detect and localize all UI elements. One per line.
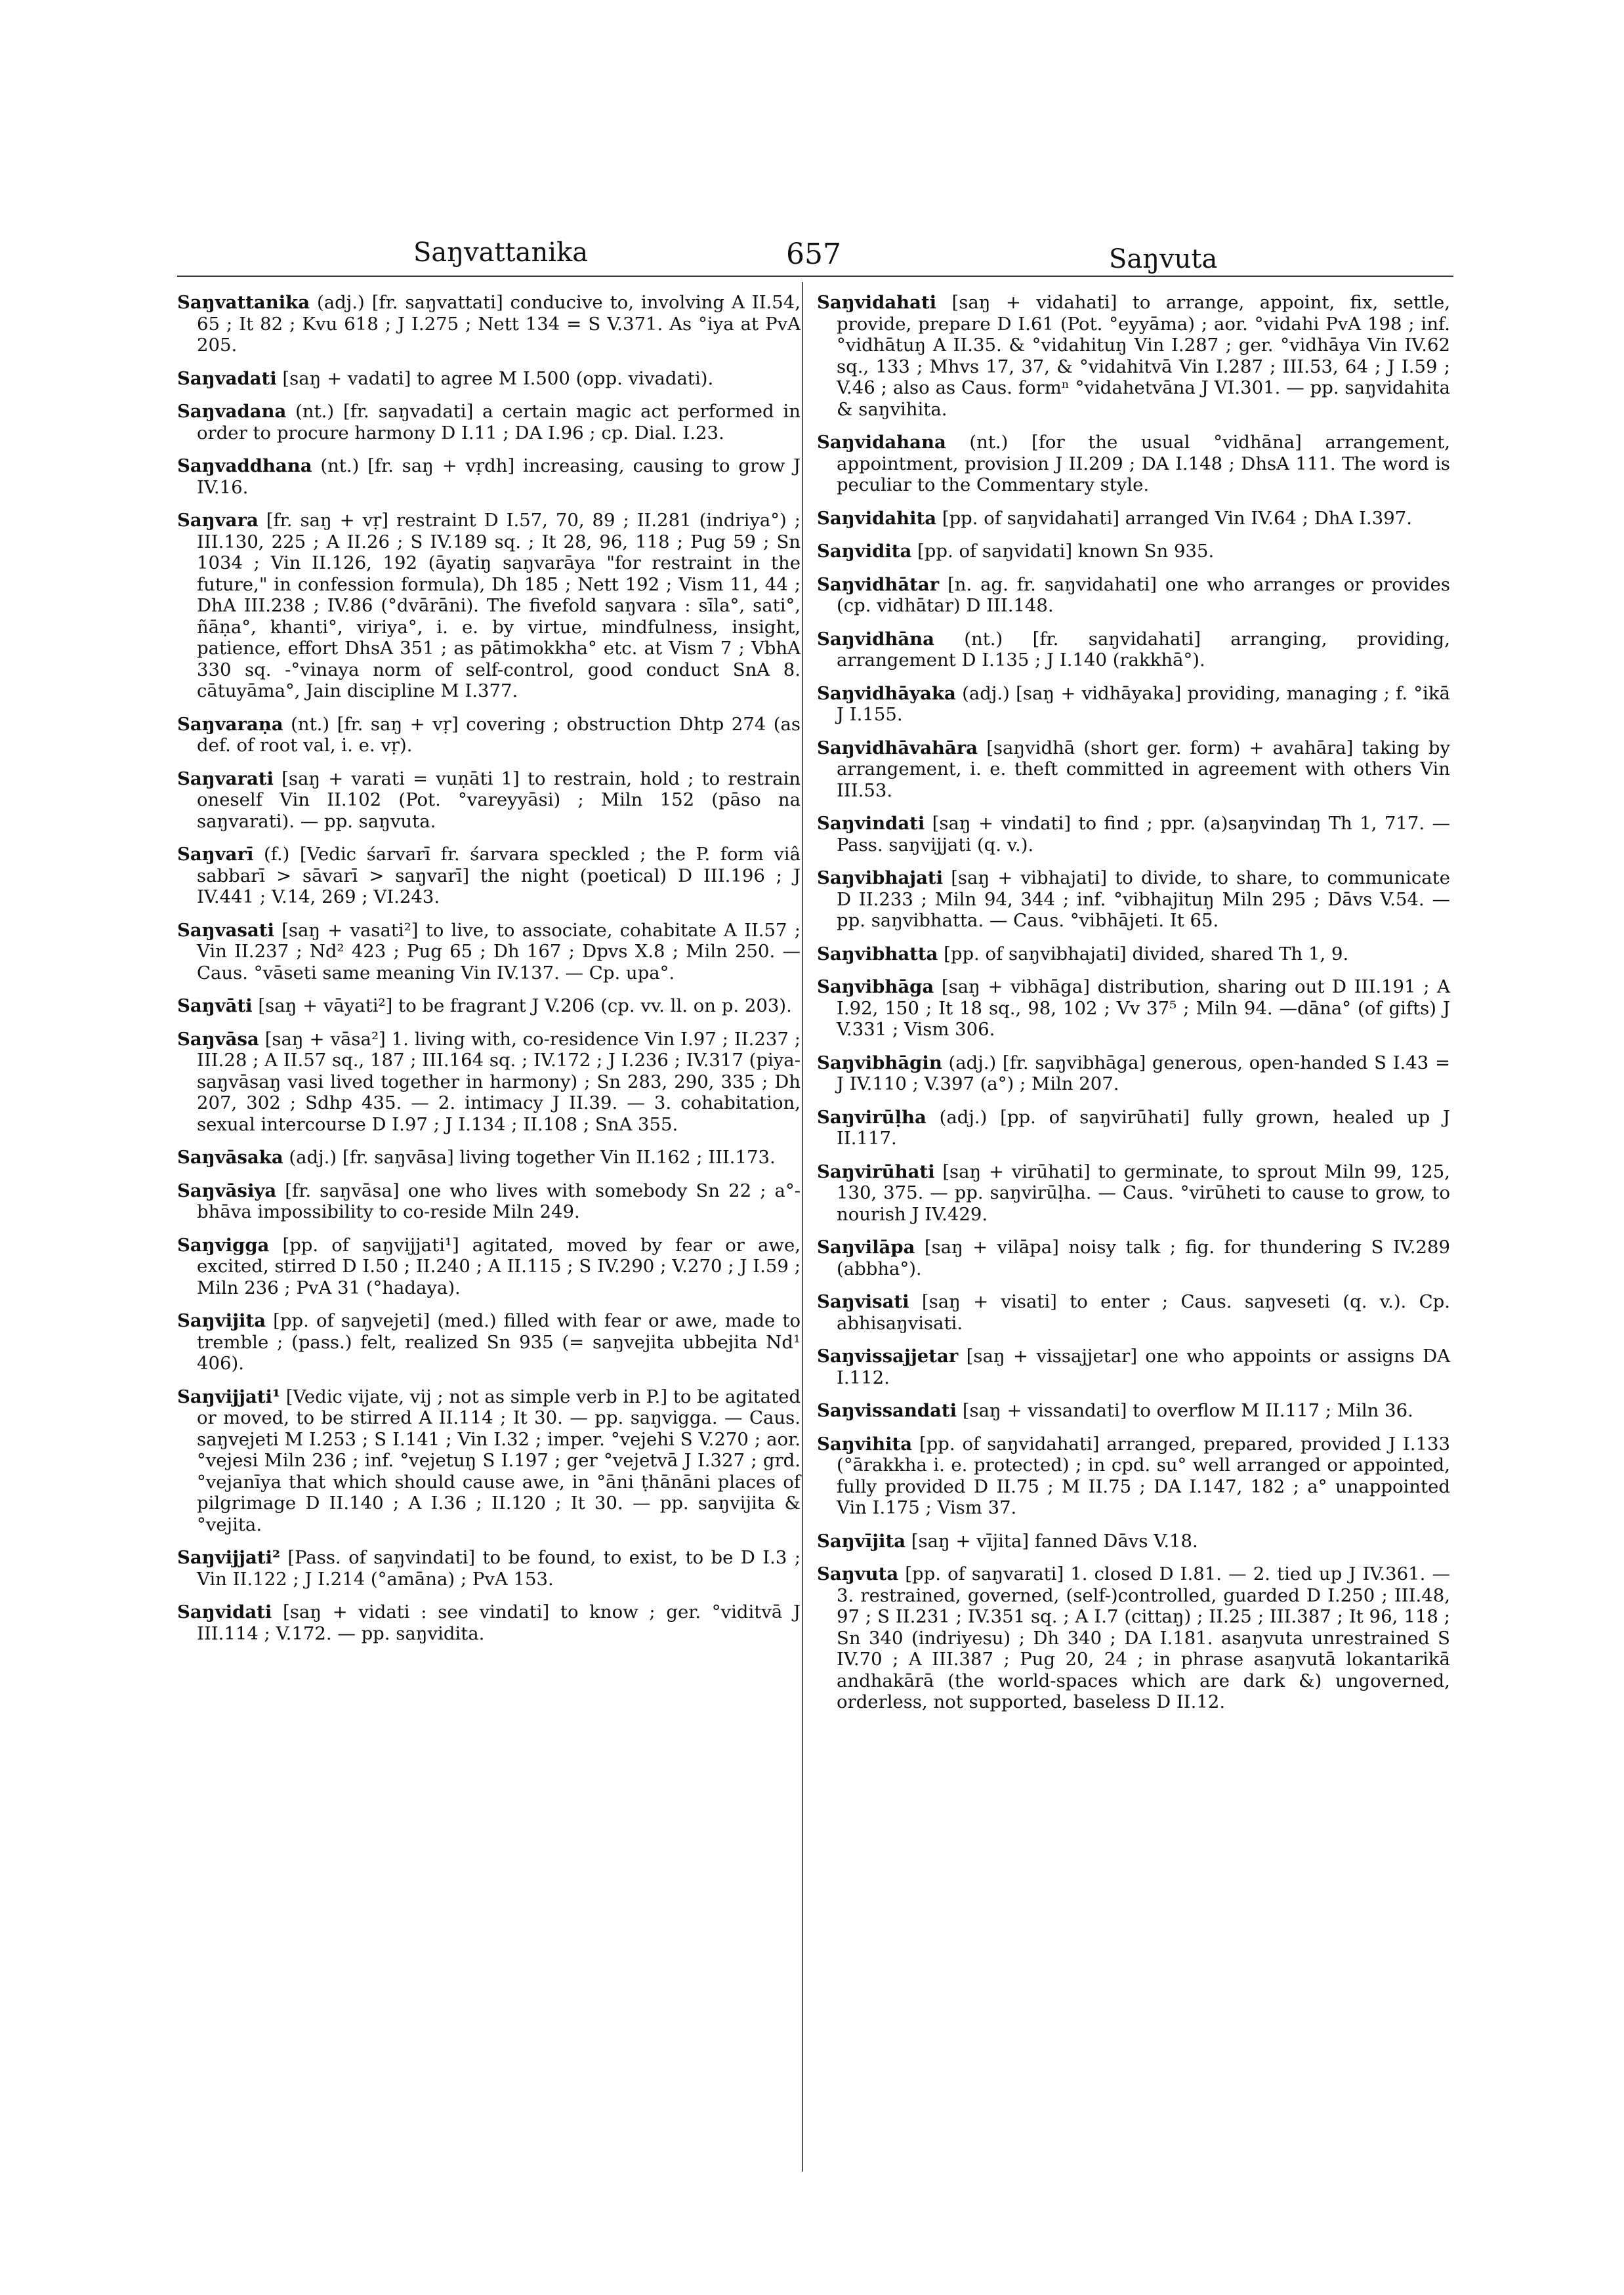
dictionary-entry <box>817 541 1450 562</box>
definition: [saŋ + vāsa²] 1. living with, co-residence Vin I.97 ; II.237 ; III.28 ; A II.57 sq., 187 ; III.164 sq. ; IV.172 ; J I.236 ; IV.317 (piya-saŋvāsaŋ vasi lived together in harmony) ; Sn 283, 290, 335 ; Dh 207, 302 ; Sdhp 435. — 2. intimacy J II.39. — 3. cohabitation, sexual intercourse D I.97 ; J I.134 ; II.108 ; SnA 355. <box>197 1028 801 1135</box>
headword: Saŋvirūḷha <box>817 1106 927 1128</box>
dictionary-entry <box>817 1531 1450 1552</box>
dictionary-entry <box>177 1547 801 1590</box>
definition: [Vedic vijate, vij ; not as simple verb in P.] to be agitated or moved, to be stirred A II.114 ; It 30. — pp. saŋvigga. — Caus. saŋvejeti M I.253 ; S I.141 ; Vin I.32 ; imper. °vejehi S V.270 ; aor. °vejesi Miln 236 ; inf. °vejetuŋ S I.197 ; ger °vejetvā J I.327 ; grd. °vejanīya that which should cause awe, in °āni ṭhānāni places of pilgrimage D II.140 ; A I.36 ; II.120 ; It 30. — pp. saŋvijita & °vejita. <box>197 1386 801 1535</box>
left-column <box>177 292 801 1656</box>
dictionary-entry <box>817 737 1450 802</box>
headword: Saŋvadati <box>177 367 277 389</box>
headword: Saŋvidahati <box>817 292 937 313</box>
headword: Saŋvindati <box>817 813 925 834</box>
headword: Saŋvisati <box>817 1291 909 1312</box>
definition: [saŋ + vasati²] to live, to associate, cohabitate A II.57 ; Vin II.237 ; Nd² 423 ; Pug 65 ; Dh 167 ; Dpvs X.8 ; Miln 250. — Caus. °vāseti same meaning Vin IV.137. — Cp. upa°. <box>197 919 801 983</box>
dictionary-entry <box>817 1563 1450 1713</box>
definition: (adj.) [fr. saŋvibhāga] generous, open-handed S I.43 = J IV.110 ; V.397 (a°) ; Miln 207. <box>837 1052 1450 1094</box>
headword: Saŋvījita <box>817 1530 906 1552</box>
dictionary-entry <box>177 1029 801 1136</box>
definition: (nt.) [for the usual °vidhāna] arrangement, appointment, provision J II.209 ; DA I.148 ; DhsA 111. The word is peculiar to the Commentary style. <box>837 432 1450 495</box>
dictionary-entry <box>177 1235 801 1299</box>
dictionary-entry <box>817 1237 1450 1279</box>
headword: Saŋvissandati <box>817 1400 957 1421</box>
definition: (adj.) [fr. saŋvāsa] living together Vin II.162 ; III.173. <box>283 1147 776 1168</box>
definition: [pp. of saŋvejeti] (med.) filled with fear or awe, made to tremble ; (pass.) felt, realized Sn 935 (= saŋvejita ubbejita Nd¹ 406). <box>197 1310 801 1374</box>
headword: Saŋvilāpa <box>817 1237 915 1258</box>
definition: [saŋ + varati = vuṇāti 1] to restrain, hold ; to restrain oneself Vin II.102 (Pot. °vareyyāsi) ; Miln 152 (pāso na saŋvarati). — pp. saŋvuta. <box>197 768 801 832</box>
definition: (adj.) [pp. of saŋvirūhati] fully grown, healed up J II.117. <box>837 1106 1450 1149</box>
headword: Saŋvibhāga <box>817 976 934 997</box>
headword: Saŋvāti <box>177 995 253 1016</box>
definition: (adj.) [fr. saŋvattati] conducive to, involving A II.54, 65 ; It 82 ; Kvu 618 ; J I.275 ; Nett 134 = S V.371. As °iya at PvA 205. <box>197 292 801 356</box>
dictionary-entry <box>177 368 801 390</box>
headword: Saŋvidhāyaka <box>817 682 956 704</box>
headword: Saŋvidati <box>177 1602 272 1623</box>
definition: [saŋ + vibhajati] to divide, to share, to communicate D II.233 ; Miln 94, 344 ; inf. °vibhajituŋ Miln 295 ; Dāvs V.54. — pp. saŋvibhatta. — Caus. °vibhājeti. It 65. <box>837 867 1450 931</box>
definition: [saŋ + vibhāga] distribution, sharing out D III.191 ; A I.92, 150 ; It 18 sq., 98, 102 ; Vv 37⁵ ; Miln 94. —dāna° (of gifts) J V.331 ; Vism 306. <box>837 976 1450 1040</box>
page-number: 657 <box>786 238 841 271</box>
headword: Saŋvirūhati <box>817 1161 935 1182</box>
definition: (nt.) [fr. saŋ + vṛdh] increasing, causing to grow J IV.16. <box>197 455 801 498</box>
dictionary-entry <box>177 292 801 356</box>
dictionary-entry <box>177 455 801 498</box>
definition: [pp. of saŋvidati] known Sn 935. <box>911 541 1215 562</box>
dictionary-entry <box>177 920 801 984</box>
dictionary-entry <box>817 1400 1450 1422</box>
headword: Saŋvadana <box>177 401 287 422</box>
definition: [saŋ + vindati] to find ; ppr. (a)saŋvindaŋ Th 1, 717. — Pass. saŋvijjati (q. v.). <box>837 813 1450 856</box>
dictionary-entry <box>817 292 1450 420</box>
dictionary-entry <box>817 1161 1450 1226</box>
definition: [saŋ + virūhati] to germinate, to sprout Miln 99, 125, 130, 375. — pp. saŋvirūḷha. — Caus. °virūheti to cause to grow, to nourish J IV.429. <box>837 1161 1450 1225</box>
dictionary-entry <box>177 768 801 833</box>
definition: [saŋ + vidati : see vindati] to know ; ger. °viditvā J III.114 ; V.172. — pp. saŋvidita. <box>197 1602 801 1644</box>
headword: Saŋvidita <box>817 541 912 562</box>
dictionary-entry <box>817 1291 1450 1334</box>
definition: [pp. of saŋvibhajati] divided, shared Th 1, 9. <box>938 943 1349 964</box>
left-running-head: Saŋvattanika <box>413 238 589 268</box>
definition: [fr. saŋvāsa] one who lives with somebody Sn 22 ; a°-bhāva impossibility to co-reside Miln 249. <box>197 1180 801 1222</box>
definition: [saŋ + vissajjetar] one who appoints or assigns DA I.112. <box>837 1346 1450 1388</box>
headword: Saŋvaraṇa <box>177 713 283 735</box>
headword: Saŋvigga <box>177 1234 270 1256</box>
dictionary-entry <box>177 1147 801 1168</box>
definition: [Pass. of saŋvindati] to be found, to exist, to be D I.3 ; Vin II.122 ; J I.214 (°amāna) ; PvA 153. <box>197 1547 801 1590</box>
definition: [n. ag. fr. saŋvidahati] one who arranges or provides (cp. vidhātar) D III.148. <box>837 573 1450 616</box>
definition: [saŋ + vījita] fanned Dāvs V.18. <box>906 1530 1198 1552</box>
definition: [pp. of saŋvidahati] arranged Vin IV.64 ; DhA I.397. <box>936 507 1412 529</box>
definition: (f.) [Vedic śarvarī fr. śarvara speckled ; the P. form viâ sabbarī > sāvarī > saŋvarī] the night (poetical) D III.196 ; J IV.441 ; V.14, 269 ; VI.243. <box>197 844 801 907</box>
headword: Saŋvidhātar <box>817 573 940 595</box>
dictionary-entry <box>817 1346 1450 1388</box>
definition: [pp. of saŋvidahati] arranged, prepared, provided J I.133 (°ārakkha i. e. protected) ; in cpd. su° well arranged or appointed, fully provided D II.75 ; M II.75 ; DA I.147, 182 ; a° unappointed Vin I.175 ; Vism 37. <box>837 1433 1450 1518</box>
definition: (nt.) [fr. saŋvadati] a certain magic act performed in order to procure harmony D I.11 ; DA I.96 ; cp. Dial. I.23. <box>197 401 801 444</box>
dictionary-entry <box>177 714 801 756</box>
headword: Saŋvuta <box>817 1563 899 1584</box>
dictionary-entry <box>177 1386 801 1536</box>
dictionary-entry <box>177 1310 801 1375</box>
definition: [saŋ + vissandati] to overflow M II.117 ; Miln 36. <box>957 1400 1413 1421</box>
headword: Saŋvidhāna <box>817 628 934 650</box>
definition: [saŋ + vāyati²] to be fragrant J V.206 (cp. vv. ll. on p. 203). <box>252 995 792 1016</box>
headword: Saŋvissajjetar <box>817 1346 959 1367</box>
definition: [saŋvidhā (short ger. form) + avahāra] taking by arrangement, i. e. theft committed in agreement with others Vin III.53. <box>837 737 1450 801</box>
headword: Saŋvāsa <box>177 1028 259 1050</box>
headword: Saŋvāsiya <box>177 1180 277 1201</box>
headword: Saŋvidahita <box>817 507 937 529</box>
dictionary-entry <box>817 1052 1450 1095</box>
dictionary-entry <box>177 510 801 702</box>
column-divider <box>802 282 803 2172</box>
headword: Saŋvarati <box>177 768 274 789</box>
headword: Saŋvibhajati <box>817 867 944 888</box>
headword: Saŋvarī <box>177 844 254 865</box>
definition: [pp. of saŋvijjati¹] agitated, moved by fear or awe, excited, stirred D I.50 ; II.240 ; A II.115 ; S IV.290 ; V.270 ; J I.59 ; Miln 236 ; PvA 31 (°hadaya). <box>197 1234 801 1298</box>
headword: Saŋvasati <box>177 919 274 941</box>
dictionary-entry <box>817 629 1450 671</box>
dictionary-entry <box>817 574 1450 617</box>
headword: Saŋvara <box>177 510 259 531</box>
dictionary-entry <box>817 1107 1450 1149</box>
definition: [pp. of saŋvarati] 1. closed D I.81. — 2. tied up J IV.361. — 3. restrained, governed, (self-)controlled, guarded D I.250 ; III.48, 97 ; S II.231 ; IV.351 sq. ; A I.7 (cittaŋ) ; II.25 ; III.387 ; It 96, 118 ; Sn 340 (indriyesu) ; Dh 340 ; DA I.181. asaŋvuta unrestrained S IV.70 ; A III.387 ; Pug 20, 24 ; in phrase asaŋvutā lokantarikā andhakārā (the world-spaces which are dark &) ungoverned, orderless, not supported, baseless D II.12. <box>837 1563 1450 1712</box>
definition: (nt.) [fr. saŋ + vṛ] covering ; obstruction Dhtp 274 (as def. of root val, i. e. vṛ). <box>197 713 801 756</box>
definition: [saŋ + vilāpa] noisy talk ; fig. for thundering S IV.289 (abbha°). <box>837 1237 1450 1279</box>
headword: Saŋvidhāvahāra <box>817 737 978 758</box>
page-header <box>174 238 1453 277</box>
dictionary-entry <box>817 432 1450 496</box>
dictionary-entry <box>177 995 801 1017</box>
headword: Saŋvijjati¹ <box>177 1386 281 1407</box>
definition: [saŋ + vidahati] to arrange, appoint, fix, settle, provide, prepare D I.61 (Pot. °eyyāma) ; aor. °vidahi PvA 198 ; inf. °vidhātuŋ A II.35. & °vidahituŋ Vin I.287 ; ger. °vidhāya Vin IV.62 sq., 133 ; Mhvs 17, 37, & °vidahitvā Vin I.287 ; III.53, 64 ; J I.59 ; V.46 ; also as Caus. formⁿ °vidahetvāna J VI.301. — pp. saŋvidahita & saŋvihita. <box>837 292 1450 420</box>
headword: Saŋvaddhana <box>177 455 312 476</box>
dictionary-entry <box>817 1434 1450 1519</box>
headword: Saŋvibhāgin <box>817 1052 942 1073</box>
headword: Saŋvidahana <box>817 432 946 453</box>
definition: (adj.) [saŋ + vidhāyaka] providing, managing ; f. °ikā J I.155. <box>837 682 1450 725</box>
headword: Saŋvāsaka <box>177 1147 283 1168</box>
dictionary-entry <box>817 683 1450 726</box>
dictionary-entry <box>177 1180 801 1223</box>
dictionary-entry <box>177 1602 801 1644</box>
header-rule <box>177 276 1453 277</box>
definition: (nt.) [fr. saŋvidahati] arranging, providing, arrangement D I.135 ; J I.140 (rakkhā°). <box>837 628 1450 671</box>
headword: Saŋvihita <box>817 1433 913 1455</box>
headword: Saŋvijjati² <box>177 1547 281 1568</box>
dictionary-entry <box>177 401 801 444</box>
dictionary-entry <box>817 813 1450 856</box>
dictionary-entry <box>177 844 801 908</box>
right-running-head: Saŋvuta <box>1109 244 1218 274</box>
dictionary-entry <box>817 867 1450 932</box>
dictionary-entry <box>817 508 1450 529</box>
dictionary-entry <box>817 976 1450 1041</box>
definition: [fr. saŋ + vṛ] restraint D I.57, 70, 89 ; II.281 (indriya°) ; III.130, 225 ; A II.26 ; S IV.189 sq. ; It 28, 96, 118 ; Pug 59 ; Sn 1034 ; Vin II.126, 192 (āyatiŋ saŋvarāya "for restraint in the future," in confession formula), Dh 185 ; Nett 192 ; Vism 11, 44 ; DhA III.238 ; IV.86 (°dvārāni). The fivefold saŋvara : sīla°, sati°, ñāṇa°, khanti°, viriya°, i. e. by virtue, mindfulness, insight, patience, effort DhsA 351 ; as pātimokkha° etc. at Vism 7 ; VbhA 330 sq. -°vinaya norm of self-control, good conduct SnA 8. cātuyāma°, Jain discipline M I.377. <box>197 510 801 701</box>
definition: [saŋ + visati] to enter ; Caus. saŋveseti (q. v.). Cp. abhisaŋvisati. <box>837 1291 1450 1334</box>
definition: [saŋ + vadati] to agree M I.500 (opp. vivadati). <box>276 367 714 389</box>
headword: Saŋvibhatta <box>817 943 938 964</box>
right-column <box>817 292 1450 1725</box>
headword: Saŋvattanika <box>177 292 310 313</box>
dictionary-entry <box>817 943 1450 965</box>
headword: Saŋvijita <box>177 1310 266 1331</box>
